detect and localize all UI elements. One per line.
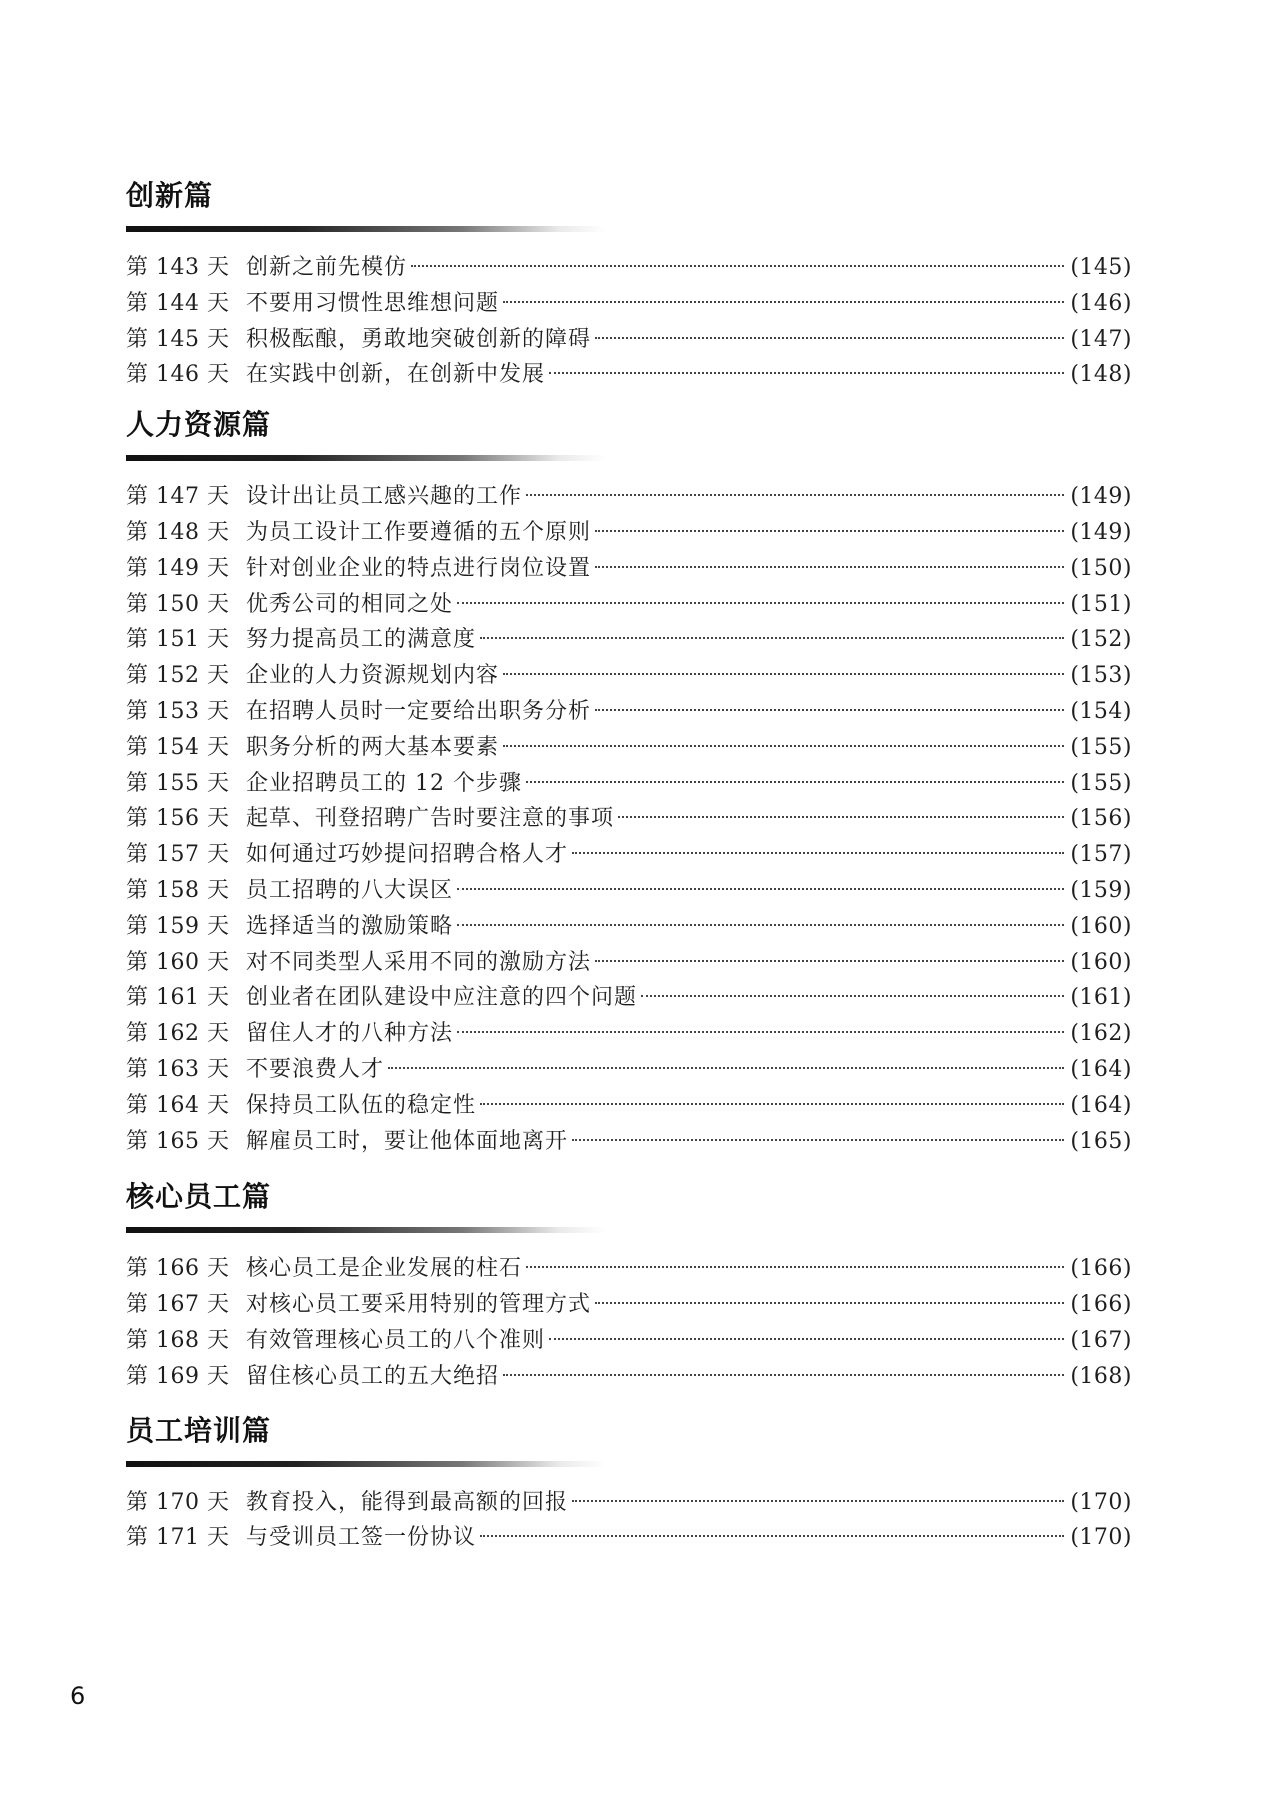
dot-leader — [503, 673, 1064, 675]
entry-day: 第 145 天 — [126, 326, 230, 352]
entry-title: 留住人才的八种方法 — [246, 1021, 454, 1047]
entry-day: 第 161 天 — [126, 985, 230, 1011]
entry-page: (165) — [1070, 1128, 1132, 1154]
dot-leader — [457, 924, 1064, 926]
entry-title: 员工招聘的八大误区 — [246, 877, 454, 903]
entry-day: 第 168 天 — [126, 1327, 230, 1353]
entry-page: (159) — [1070, 877, 1132, 903]
dot-leader — [549, 372, 1064, 374]
entry-page: (167) — [1070, 1327, 1132, 1353]
toc-entry[interactable] — [126, 515, 1132, 551]
entry-page: (164) — [1070, 1092, 1132, 1118]
entry-day: 第 143 天 — [126, 255, 230, 280]
entry-day: 第 149 天 — [126, 555, 230, 581]
entry-day: 第 160 天 — [126, 949, 230, 975]
section-divider — [126, 1227, 606, 1233]
toc-entry[interactable] — [126, 322, 1132, 358]
entry-day: 第 170 天 — [126, 1489, 230, 1515]
dot-leader — [595, 337, 1064, 339]
toc-entry[interactable] — [126, 1287, 1132, 1323]
dot-leader — [411, 265, 1064, 267]
dot-leader — [503, 1374, 1064, 1376]
entry-page: (150) — [1070, 555, 1132, 581]
entry-page: (145) — [1070, 255, 1132, 280]
toc-entry[interactable] — [126, 587, 1132, 623]
toc-entry[interactable] — [126, 1520, 1132, 1556]
dot-leader — [549, 1338, 1064, 1340]
dot-leader — [595, 566, 1064, 568]
toc-entry[interactable] — [126, 1124, 1132, 1160]
entry-title: 对不同类型人采用不同的激励方法 — [246, 949, 592, 975]
entry-day: 第 147 天 — [126, 484, 230, 510]
toc-section — [126, 1413, 1132, 1557]
entry-title: 有效管理核心员工的八个准则 — [246, 1327, 546, 1353]
entry-day: 第 154 天 — [126, 734, 230, 760]
entry-page: (155) — [1070, 734, 1132, 760]
entry-title: 针对创业企业的特点进行岗位设置 — [246, 555, 592, 581]
entry-page: (155) — [1070, 770, 1132, 796]
entry-page: (148) — [1070, 362, 1132, 388]
entry-day: 第 146 天 — [126, 362, 230, 388]
toc-entry[interactable] — [126, 551, 1132, 587]
section-title: 员工培训篇 — [126, 1413, 272, 1447]
toc-entry[interactable] — [126, 357, 1132, 393]
entry-page: (153) — [1070, 663, 1132, 689]
entry-title: 创业者在团队建设中应注意的四个问题 — [246, 985, 638, 1011]
entry-title: 创新之前先模仿 — [246, 255, 408, 280]
entry-page: (164) — [1070, 1056, 1132, 1082]
entry-title: 企业的人力资源规划内容 — [246, 663, 500, 689]
entry-page: (160) — [1070, 913, 1132, 939]
toc-entry[interactable] — [126, 479, 1132, 515]
entry-title: 优秀公司的相同之处 — [246, 591, 454, 617]
toc-entry[interactable] — [126, 1485, 1132, 1521]
entry-title: 不要浪费人才 — [246, 1056, 385, 1082]
section-title: 创新篇 — [126, 179, 214, 212]
toc-entry[interactable] — [126, 873, 1132, 909]
toc-entry[interactable] — [126, 1251, 1132, 1287]
toc-entry[interactable] — [126, 730, 1132, 766]
entry-page: (170) — [1070, 1489, 1132, 1515]
entry-title: 与受训员工签一份协议 — [246, 1525, 477, 1551]
toc-entry[interactable] — [126, 945, 1132, 981]
dot-leader — [457, 1031, 1064, 1033]
dot-leader — [457, 602, 1064, 604]
section-divider — [126, 455, 606, 461]
entry-title: 职务分析的两大基本要素 — [246, 734, 500, 760]
entry-day: 第 157 天 — [126, 842, 230, 868]
dot-leader — [595, 530, 1064, 532]
section-entries — [126, 1251, 1132, 1394]
toc-entry[interactable] — [126, 1359, 1132, 1395]
entry-day: 第 159 天 — [126, 913, 230, 939]
entry-page: (154) — [1070, 698, 1132, 724]
toc-entry[interactable] — [126, 1052, 1132, 1088]
dot-leader — [526, 781, 1064, 783]
entry-title: 核心员工是企业发展的柱石 — [246, 1256, 523, 1282]
entry-page: (149) — [1070, 519, 1132, 545]
entry-page: (156) — [1070, 806, 1132, 832]
entry-day: 第 150 天 — [126, 591, 230, 617]
entry-page: (166) — [1070, 1292, 1132, 1318]
toc-section — [126, 178, 1132, 393]
dot-leader — [457, 888, 1064, 890]
entry-title: 保持员工队伍的稳定性 — [246, 1092, 477, 1118]
dot-leader — [388, 1067, 1064, 1069]
entry-day: 第 158 天 — [126, 877, 230, 903]
entry-day: 第 153 天 — [126, 698, 230, 724]
toc-section — [126, 407, 1132, 1159]
toc-section — [126, 1179, 1132, 1394]
entry-day: 第 171 天 — [126, 1525, 230, 1551]
dot-leader — [595, 960, 1064, 962]
entry-day: 第 164 天 — [126, 1092, 230, 1118]
entry-title: 解雇员工时，要让他体面地离开 — [246, 1128, 569, 1154]
entry-title: 在实践中创新，在创新中发展 — [246, 362, 546, 388]
entry-page: (157) — [1070, 842, 1132, 868]
entry-title: 为员工设计工作要遵循的五个原则 — [246, 519, 592, 545]
toc-entry[interactable] — [126, 694, 1132, 730]
entry-day: 第 151 天 — [126, 627, 230, 653]
entry-title: 留住核心员工的五大绝招 — [246, 1363, 500, 1389]
toc-entry[interactable] — [126, 622, 1132, 658]
dot-leader — [480, 1103, 1064, 1105]
dot-leader — [480, 1535, 1064, 1537]
entry-page: (160) — [1070, 949, 1132, 975]
dot-leader — [526, 1266, 1064, 1268]
dot-leader — [526, 494, 1064, 496]
entry-day: 第 169 天 — [126, 1363, 230, 1389]
dot-leader — [595, 1302, 1064, 1304]
toc-entry[interactable] — [126, 909, 1132, 945]
entry-day: 第 152 天 — [126, 663, 230, 689]
dot-leader — [572, 1500, 1064, 1502]
entry-title: 企业招聘员工的 12 个步骤 — [246, 770, 522, 796]
dot-leader — [572, 1139, 1064, 1141]
entry-page: (146) — [1070, 290, 1132, 316]
entry-page: (152) — [1070, 627, 1132, 653]
section-entries — [126, 479, 1132, 1159]
entry-page: (166) — [1070, 1256, 1132, 1282]
entry-title: 设计出让员工感兴趣的工作 — [246, 484, 523, 510]
dot-leader — [618, 816, 1064, 818]
entry-title: 努力提高员工的满意度 — [246, 627, 477, 653]
entry-page: (147) — [1070, 326, 1132, 352]
section-entries — [126, 1485, 1132, 1557]
dot-leader — [480, 637, 1064, 639]
section-divider — [126, 1461, 606, 1467]
entry-page: (161) — [1070, 985, 1132, 1011]
section-title: 人力资源篇 — [126, 408, 272, 442]
entry-day: 第 165 天 — [126, 1128, 230, 1154]
table-of-contents — [126, 178, 1132, 1556]
dot-leader — [641, 995, 1064, 997]
entry-title: 起草、刊登招聘广告时要注意的事项 — [246, 806, 615, 832]
toc-entry[interactable] — [126, 766, 1132, 802]
toc-entry[interactable] — [126, 250, 1132, 286]
section-entries — [126, 250, 1132, 393]
entry-day: 第 155 天 — [126, 770, 230, 796]
entry-day: 第 156 天 — [126, 806, 230, 832]
section-divider — [126, 226, 606, 232]
entry-day: 第 166 天 — [126, 1256, 230, 1282]
toc-entry[interactable] — [126, 1088, 1132, 1124]
toc-entry[interactable] — [126, 1323, 1132, 1359]
dot-leader — [572, 852, 1064, 854]
toc-entry[interactable] — [126, 837, 1132, 873]
page-number: 6 — [70, 1682, 86, 1710]
dot-leader — [595, 709, 1064, 711]
dot-leader — [503, 745, 1064, 747]
toc-entry[interactable] — [126, 1016, 1132, 1052]
entry-day: 第 163 天 — [126, 1056, 230, 1082]
entry-page: (168) — [1070, 1363, 1132, 1389]
entry-title: 积极酝酿，勇敢地突破创新的障碍 — [246, 326, 592, 352]
entry-page: (151) — [1070, 591, 1132, 617]
toc-entry[interactable] — [126, 801, 1132, 837]
toc-entry[interactable] — [126, 980, 1132, 1016]
entry-day: 第 148 天 — [126, 519, 230, 545]
entry-page: (149) — [1070, 484, 1132, 510]
entry-title: 不要用习惯性思维想问题 — [246, 290, 500, 316]
entry-title: 选择适当的激励策略 — [246, 913, 454, 939]
dot-leader — [503, 301, 1064, 303]
entry-title: 教育投入，能得到最高额的回报 — [246, 1489, 569, 1515]
toc-entry[interactable] — [126, 658, 1132, 694]
entry-day: 第 162 天 — [126, 1021, 230, 1047]
entry-day: 第 167 天 — [126, 1292, 230, 1318]
entry-page: (162) — [1070, 1021, 1132, 1047]
entry-title: 对核心员工要采用特别的管理方式 — [246, 1292, 592, 1318]
entry-day: 第 144 天 — [126, 290, 230, 316]
entry-title: 如何通过巧妙提问招聘合格人才 — [246, 842, 569, 868]
toc-entry[interactable] — [126, 286, 1132, 322]
entry-title: 在招聘人员时一定要给出职务分析 — [246, 698, 592, 724]
section-title: 核心员工篇 — [126, 1180, 272, 1214]
entry-page: (170) — [1070, 1525, 1132, 1551]
